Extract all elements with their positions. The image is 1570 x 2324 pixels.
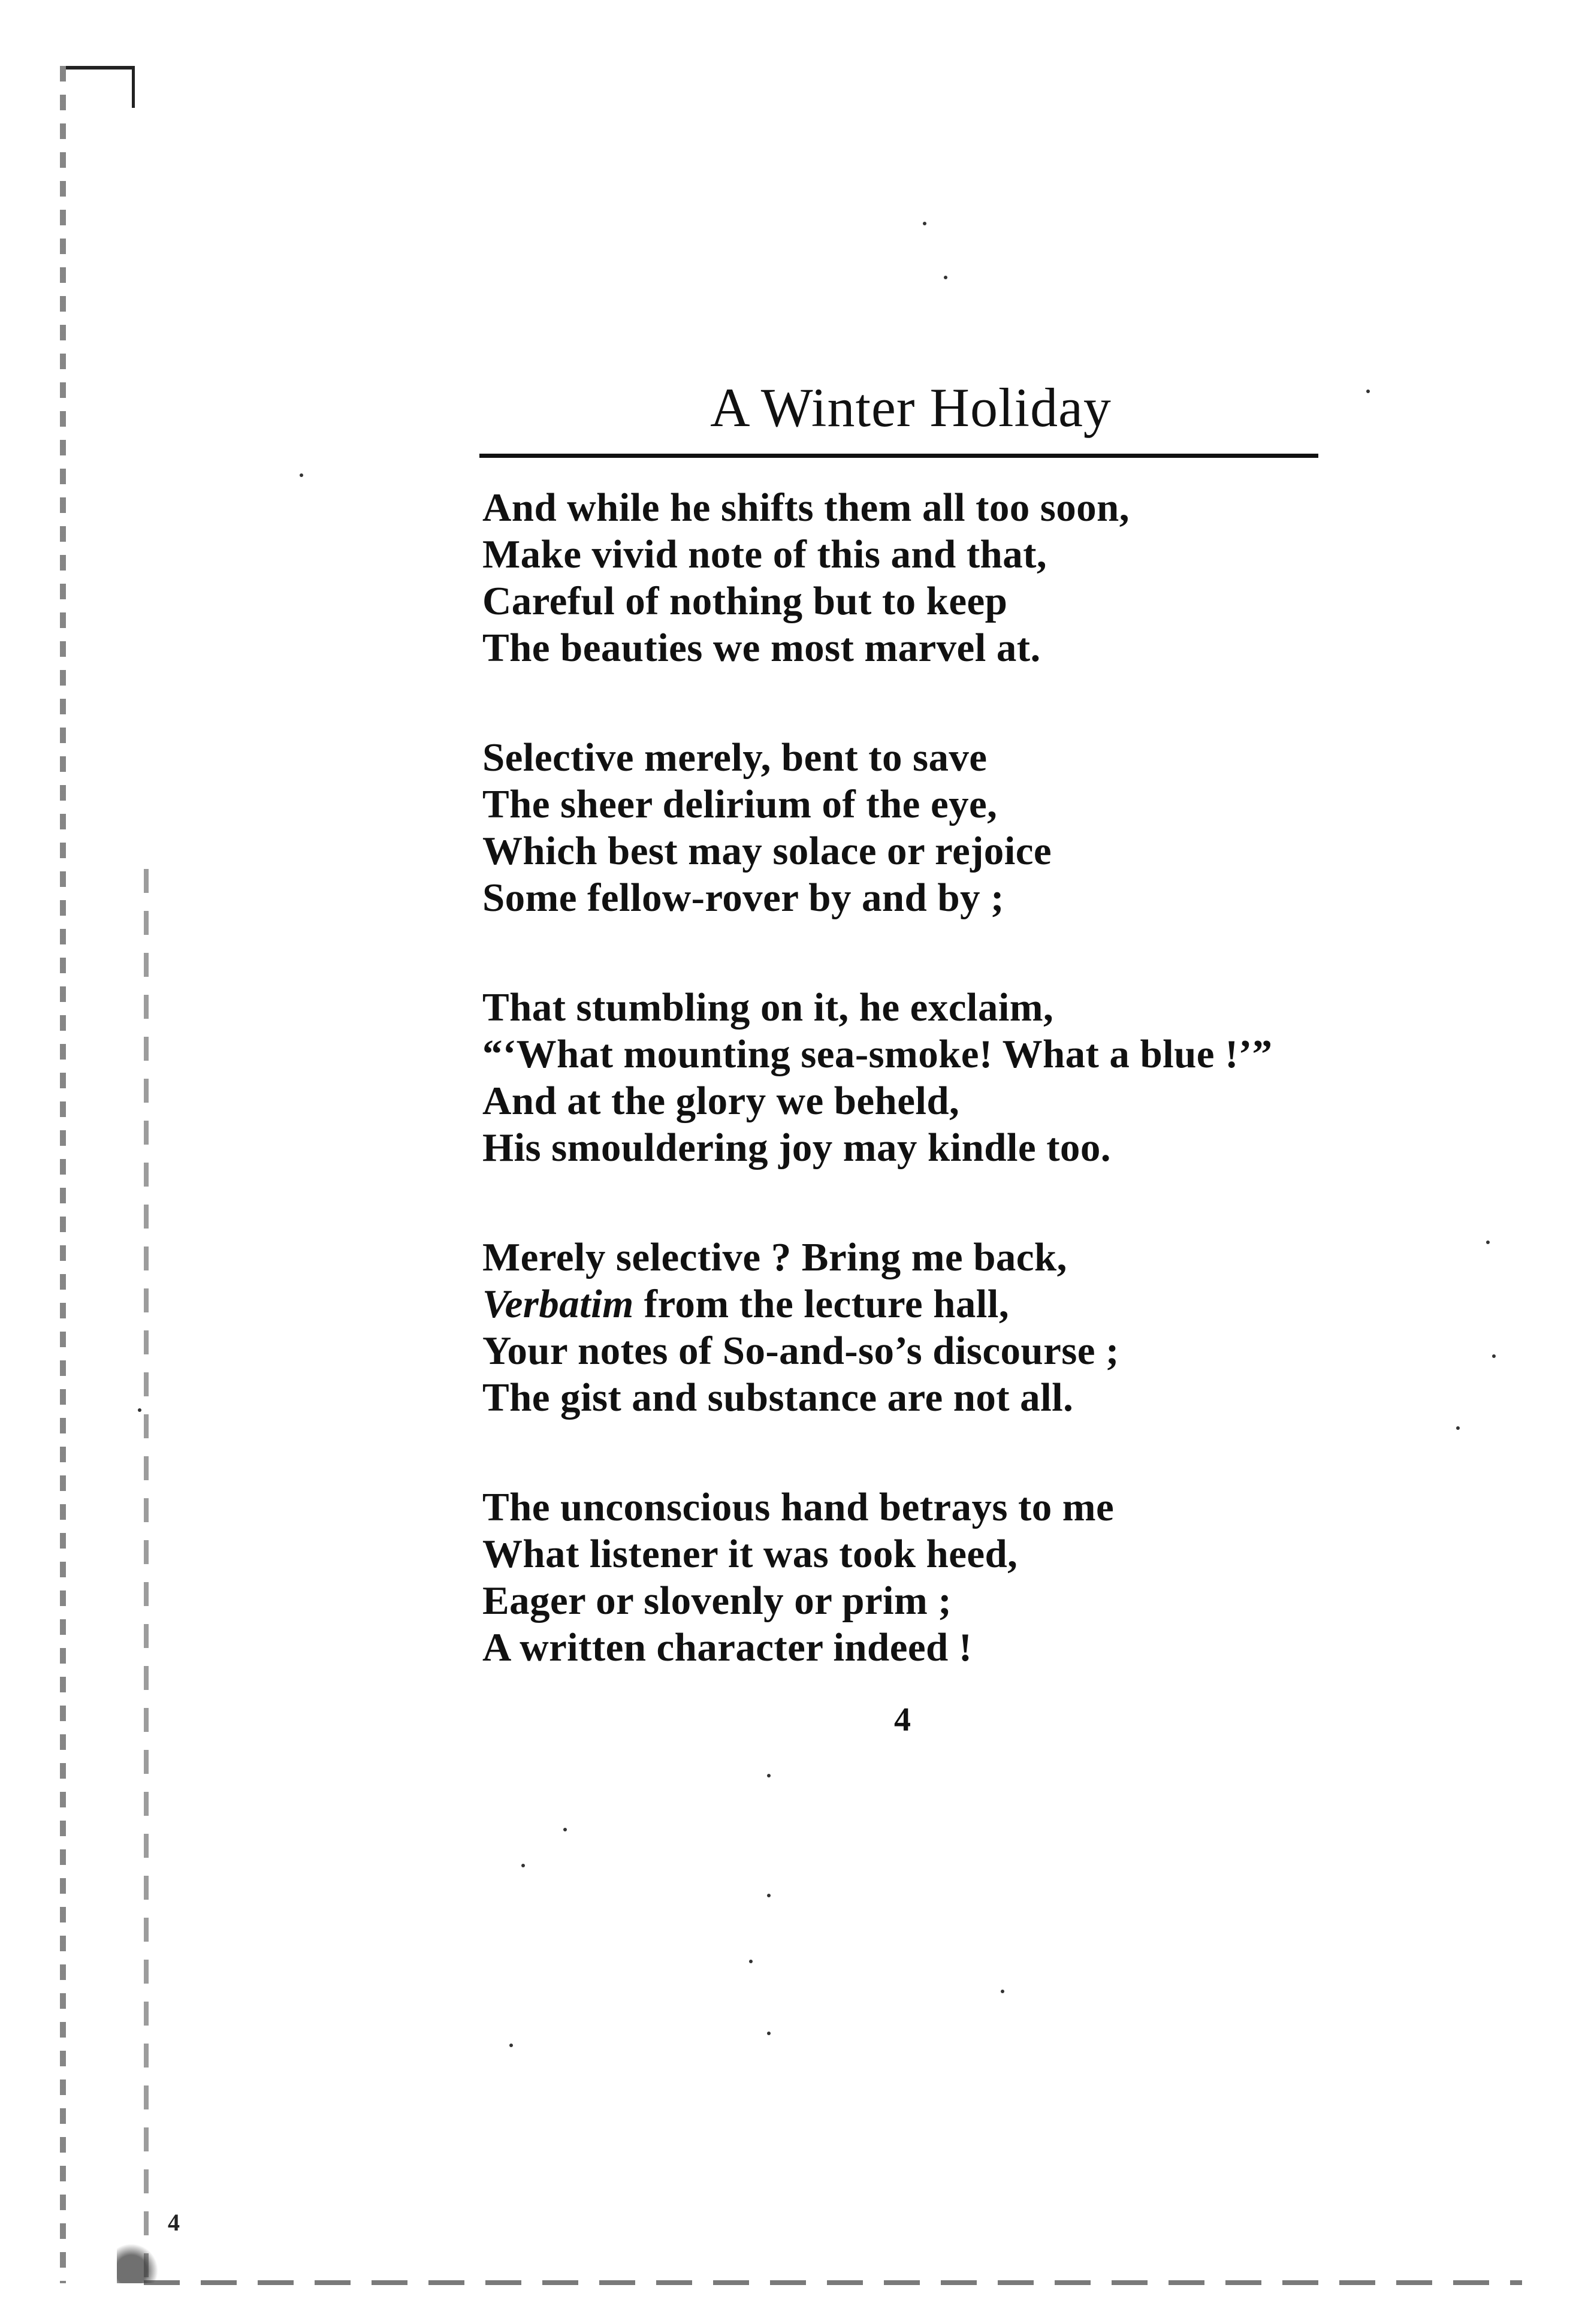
poem-line — [482, 1281, 1351, 1327]
scan-speck — [1486, 1241, 1490, 1244]
poem-line: The unconscious hand betrays to me — [482, 1485, 1115, 1529]
stanza-2 — [482, 734, 1351, 921]
poem-body — [482, 484, 1351, 1734]
scan-speck — [749, 1960, 753, 1963]
scan-speck — [767, 1774, 771, 1777]
scan-speck — [300, 473, 303, 477]
scan-speck — [1001, 1990, 1004, 1993]
poem-line: Careful of nothing but to keep — [482, 579, 1008, 623]
poem-line-rest: from the lecture hall, — [644, 1282, 1009, 1326]
poem-line: “‘What mounting sea-smoke! What a blue !’” — [482, 1032, 1273, 1076]
stanza-1 — [482, 484, 1351, 671]
poem-line: Eager or slovenly or prim ; — [482, 1578, 952, 1623]
scan-smudge — [117, 2241, 165, 2283]
page-number: 4 — [894, 1701, 911, 1739]
scan-speck — [923, 222, 926, 225]
page-title: A Winter Holiday — [710, 377, 1112, 438]
scan-speck — [1456, 1426, 1460, 1430]
poem-line: Which best may solace or rejoice — [482, 829, 1052, 873]
scan-speck — [1492, 1354, 1496, 1358]
poem-line: What listener it was took heed, — [482, 1532, 1018, 1576]
stanza-4 — [482, 1234, 1351, 1421]
poem-line: And at the glory we beheld, — [482, 1079, 960, 1123]
scan-speck — [521, 1864, 525, 1867]
poem-line: Make vivid note of this and that, — [482, 532, 1047, 577]
scan-edge-top-corner — [132, 66, 135, 108]
stanza-5 — [482, 1484, 1351, 1671]
poem-line: His smouldering joy may kindle too. — [482, 1125, 1111, 1170]
stanza-3 — [482, 984, 1351, 1171]
scan-speck — [944, 276, 947, 279]
poem-line: Selective merely, bent to save — [482, 735, 988, 780]
poem-line: Merely selective ? Bring me back, — [482, 1235, 1067, 1279]
scan-edge-top — [66, 66, 135, 70]
scan-edge-bottom — [144, 2280, 1522, 2285]
scan-speck — [767, 2032, 771, 2035]
scan-edge-left — [60, 66, 66, 2283]
poem-line: And while he shifts them all too soon, — [482, 485, 1130, 530]
poem-line: The gist and substance are not all. — [482, 1375, 1074, 1420]
corner-page-mark: 4 — [168, 2209, 180, 2236]
running-head — [479, 372, 1318, 467]
poem-line: Some fellow-rover by and by ; — [482, 876, 1004, 920]
scan-edge-left-inner — [144, 869, 149, 2277]
scan-speck — [138, 1408, 141, 1412]
scan-speck — [509, 2044, 513, 2047]
scan-speck — [563, 1828, 567, 1831]
italic-word: Verbatim — [482, 1282, 634, 1326]
poem-line: A written character indeed ! — [482, 1625, 973, 1670]
title-rule — [479, 454, 1318, 458]
poem-line: The beauties we most marvel at. — [482, 626, 1041, 670]
scan-speck — [1366, 390, 1370, 393]
poem-line: That stumbling on it, he exclaim, — [482, 985, 1054, 1030]
poem-line: Your notes of So-and-so’s discourse ; — [482, 1329, 1119, 1373]
scan-speck — [767, 1894, 771, 1897]
poem-line: The sheer delirium of the eye, — [482, 782, 998, 826]
